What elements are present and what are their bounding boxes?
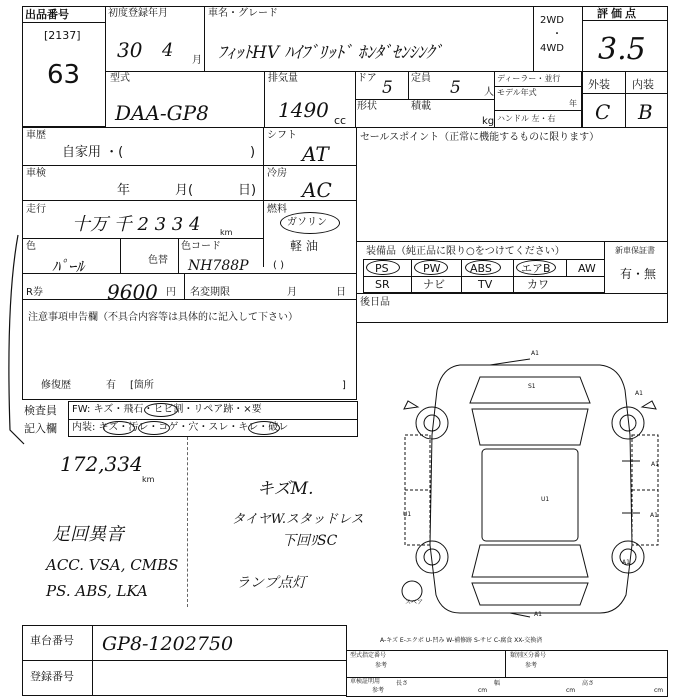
exterior-label: 外装 [588,78,610,91]
reference-2: 参考 [525,662,538,669]
model-year-label: モデル年式 [497,88,537,97]
displacement-label: 排気量 [268,73,298,84]
diagram-mark-a1-right-low: A1 [650,512,658,519]
diagram-mark-u1-left: U1 [403,511,412,518]
height-unit: cm [654,687,664,694]
equip-leather: カワ [527,278,549,291]
inspector-label-1: 検査員 [24,404,57,417]
diagram-mark-a1-top: A1 [531,350,539,357]
first-reg-label: 初度登録年月 [108,8,168,19]
reference-1: 参考 [375,662,388,669]
registration-label: 登録番号 [30,670,74,683]
shape-label: 形状 [357,101,377,112]
history-value: 自家用 ・( [62,145,124,160]
cert-box [346,677,668,697]
note-options-2: PS. ABS, LKA [46,582,148,600]
door-label: ドア [357,73,377,84]
equip-navi: ナビ [423,278,445,291]
fuel-paren: ( ) [273,260,284,271]
name-grade-label: 車名・グレード [208,8,278,19]
after-box [356,293,668,323]
capacity-value: 5 [450,78,461,98]
inspection-day: 日) [238,183,257,198]
reg-month-unit: 月 [192,55,202,66]
color-code-label: 色コード [181,241,221,252]
color-code-value: NH788P [188,258,249,274]
note-lamp: ランプ点灯 [236,575,306,591]
note-scratch: キズM. [257,479,314,499]
color-value: ﾊﾟｰﾙ [52,257,85,276]
drive-2wd: 2WD [540,15,564,26]
mileage-value: 十万 千 2 3 3 4 [72,214,201,235]
equip-airbag: エアB [521,262,551,275]
history-close: ) [250,145,256,160]
inspector-int: 内装: キズ・汚レ・コゲ・穴・スレ・キレ・破レ [72,422,289,433]
repair-close: ] [342,380,346,391]
vehicle-cert-label: 車検証明用 [350,678,381,685]
sales-point-label: セールスポイント（正常に機能するものに限ります） [360,132,600,143]
exterior-value: C [595,100,611,124]
equip-aw: AW [578,262,596,275]
lot-code: [2137] [44,29,81,42]
interior-label: 内装 [632,78,654,91]
equip-abs: ABS [470,262,492,275]
diagram-legend: A-キズ E-エクボ U-凹み W-補修跡 S-サビ C-腐食 XX-交換済 [380,637,543,644]
diagram-mark-u1-center: U1 [541,496,550,503]
drive-dot: ・ [552,29,562,40]
diagram-mark-s1: S1 [528,383,536,390]
name-change-day: 日 [336,287,346,298]
dealer-label: ディーラー・並行 [497,74,561,83]
interior-value: B [638,100,653,124]
color-label: 色 [26,241,36,252]
reg-year: 30 [117,38,143,62]
name-grade-value: ﾌｨｯﾄHV ﾊｲﾌﾞﾘｯﾄﾞ ﾎﾝﾀﾞｾﾝｼﾝｸﾞ [218,43,443,63]
inspection-label: 車検 [26,168,46,179]
door-value: 5 [382,78,393,98]
handle-label: ハンドル 左・右 [497,114,556,123]
width-label: 幅 [494,680,501,687]
color-change-label: 色替 [148,255,168,266]
inspector-fw: FW: キズ・飛石・ヒビ割・リペア跡・×要 [72,404,262,415]
length-unit: cm [478,687,488,694]
score-value: 3.5 [598,32,646,67]
spare-label: スペア [405,599,424,606]
ac-label: 冷房 [267,168,287,179]
width-unit: cm [566,687,576,694]
notes-divider [187,437,188,607]
displacement-value: 1490 [278,98,329,122]
diagram-mark-a1-quarter: A1 [622,559,630,566]
note-tire: タイヤW.スタッドレス [232,512,364,527]
recycle-label: R券 [26,287,43,298]
warranty-value: 有・無 [620,267,657,281]
reference-3: 参考 [372,687,385,694]
score-label: 評価点 [597,7,639,20]
equip-ps: PS [375,262,389,275]
repair-value: 有 [106,380,116,391]
mileage-unit: km [220,228,233,237]
capacity-unit: 人 [484,87,494,98]
recycle-value: 9600 [107,280,158,304]
note-mileage-unit: km [142,475,155,484]
note-tire-2: 下回ﾘSC [282,533,338,549]
year-unit: 年 [569,99,577,108]
warranty-label: 新車保証書 [615,246,655,255]
chassis-label: 車台番号 [30,634,74,647]
repair-part: [箇所 [130,380,154,391]
load-unit: kg [482,116,495,127]
drive-4wd: 4WD [540,43,564,54]
diagram-mark-a1-right-mid: A1 [651,461,659,468]
equip-sr: SR [375,278,390,291]
length-label: 長さ [396,680,409,687]
notes-label: 注意事項申告欄（不具合内容等は具体的に記入して下さい） [28,312,298,323]
displacement-unit: cc [334,114,347,127]
type-designation-label: 型式指定番号 [350,652,387,659]
lot-label: 出品番号 [25,8,69,21]
inspector-label-2: 記入欄 [24,422,57,435]
height-label: 高さ [582,680,595,687]
equip-tv: TV [478,278,493,291]
ac-value: AC [302,178,332,202]
equip-pw: PW [423,262,441,275]
load-label: 積載 [411,101,431,112]
note-options-1: ACC. VSA, CMBS [46,556,179,574]
shift-label: シフト [267,130,297,141]
inspection-month: 月( [175,183,194,198]
equipment-label: 装備品（純正品に限り○をつけてください） [366,246,565,257]
shift-value: AT [302,142,329,166]
chassis-value: GP8-1202750 [102,633,234,655]
class-label: 類別区分番号 [510,652,547,659]
model-value: DAA-GP8 [115,101,209,125]
mileage-label: 走行 [26,204,46,215]
after-label: 後日品 [360,297,390,308]
recycle-unit: 円 [166,287,176,298]
diagram-mark-a1-rear: A1 [534,611,542,618]
history-label: 車歴 [26,130,46,141]
name-change-label: 名変期限 [190,287,230,298]
repair-label: 修復歴 [41,380,71,391]
name-change-month: 月 [287,287,297,298]
sales-point-box [356,127,668,242]
reg-month: 4 [162,40,174,61]
inspection-year: 年 [117,183,131,198]
capacity-label: 定員 [411,73,431,84]
margin-arrow [0,230,40,470]
model-label: 型式 [110,73,130,84]
diagram-mark-a1-right-top: A1 [635,390,643,397]
note-noise: 足回異音 [52,524,124,545]
fuel-diesel: 軽 油 [290,239,318,253]
note-mileage: 172,334 [60,452,143,476]
lot-number: 63 [47,60,81,90]
fuel-gas: ガソリン [287,217,327,228]
fuel-label: 燃料 [267,204,287,215]
